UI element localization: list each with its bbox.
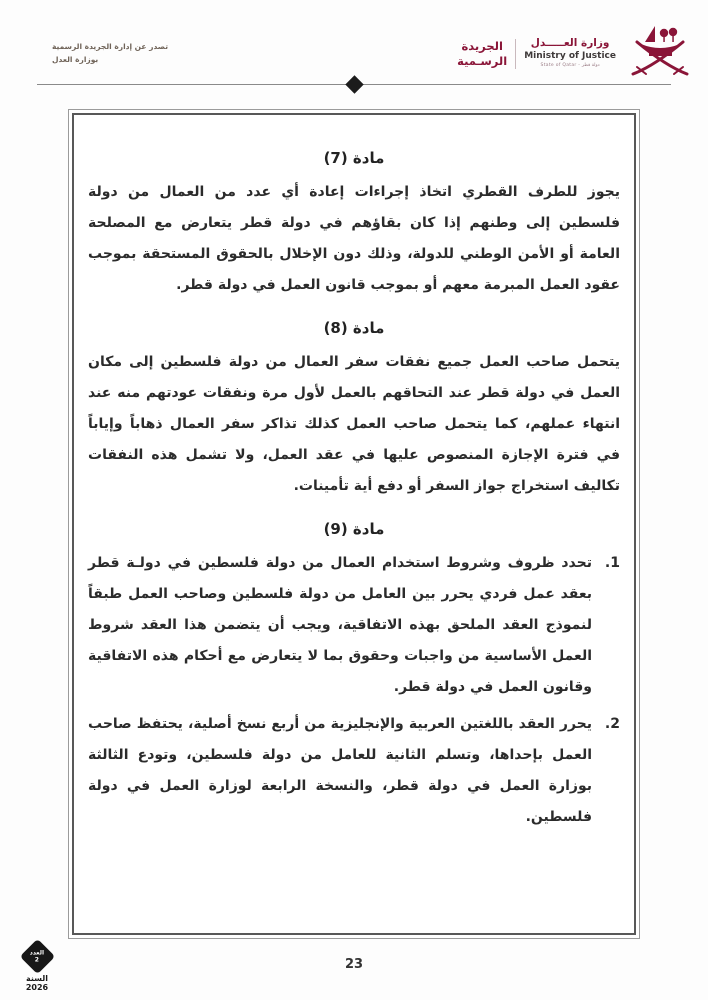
list-item-2-text: يحرر العقد باللغتين العربية والإنجليزية من أربع نسخ أصلية، يحتفظ صاحب العمل بإحداها، وتسلم الثانية للعامل من دولة فلسطين، وتودع الثالثة بوزارة العمل في دولة قطر، والنسخة الرابعة لوزارة العمل في دولة فلسطين. [88, 716, 592, 825]
ministry-name-arabic: وزارة العـــــدل [530, 37, 610, 49]
qatar-ministry-emblem-icon [624, 24, 696, 78]
content-frame-inner [72, 113, 636, 935]
article-8-heading: مادة (8) [323, 319, 385, 337]
issue-label: العدد [29, 949, 45, 957]
list-item-2 [88, 709, 620, 833]
ministry-state-line: State of Qatar - دولة قطر [540, 63, 600, 68]
content-frame [68, 109, 640, 939]
ministry-logo-block [457, 24, 696, 78]
list-item-2-number: 2. [604, 716, 620, 732]
page-number: 23 [344, 957, 364, 972]
imprint-line-1: تصدر عن إدارة الجريدة الرسمية [52, 42, 169, 51]
ministry-text [524, 32, 616, 70]
list-item-1-number: 1. [604, 555, 620, 571]
article-9-list [88, 548, 620, 833]
logo-separator [515, 39, 516, 69]
gazette-title [457, 33, 507, 69]
imprint-text [52, 40, 170, 66]
issue-year: السنة 2026 [25, 974, 49, 992]
ministry-name-english: Ministry of Justice [524, 51, 616, 61]
article-8-body: يتحمل صاحب العمل جميع نفقات سفر العمال من دولة فلسطين إلى مكان العمل في دولة قطر عند التحاقهم بالعمل لأول مرة ونفقات عودتهم منه عند انتهاء عملهم، كما يتحمل صاحب العمل كذلك تذاكر سفر العمال ذهاباً وإياباً في فترة الإجازة المنصوص عليها في عقد العمل، ولا تشمل هذه النفقات تكاليف استخراج جواز السفر أو دفع أية تأمينات. [88, 354, 620, 494]
list-item-1-text: تحدد ظروف وشروط استخدام العمال من دولة فلسطين في دولـة قطر بعقد عمل فردي يحرر بين العامل من دولة فلسطين وصاحب العمل طبقاً لنموذج العقد الملحق بهذه الاتفاقية، ويجب أن يتضمن هذا العقد شروط العمل الأساسية من واجبات وحقوق بما لا يتعارض مع أحكام هذه الاتفاقية وقانون العمل في دولة قطر. [88, 555, 592, 695]
article-7-heading: مادة (7) [323, 149, 385, 167]
gazette-title-line-2: الرسـمية [457, 54, 508, 68]
article-9-heading: مادة (9) [323, 520, 385, 538]
divider-diamond-icon [345, 75, 363, 93]
article-7-body: يجوز للطرف القطري اتخاذ إجراءات إعادة أي عدد من العمال من دولة فلسطين إلى وطنهم إذا كان بقاؤهم في دولة قطر يتعارض مع المصلحة العامة أو الأمن الوطني للدولة، وذلك دون الإخلال بالحقوق المستحقة بموجب عقود العمل المبرمة معهم أو بموجب قانون العمل في دولة قطر. [88, 184, 620, 293]
imprint-line-2: بوزارة العدل [52, 55, 99, 64]
issue-number: 2 [34, 956, 40, 964]
gazette-title-line-1: الجريدة [461, 39, 503, 53]
list-item-1 [88, 548, 620, 703]
